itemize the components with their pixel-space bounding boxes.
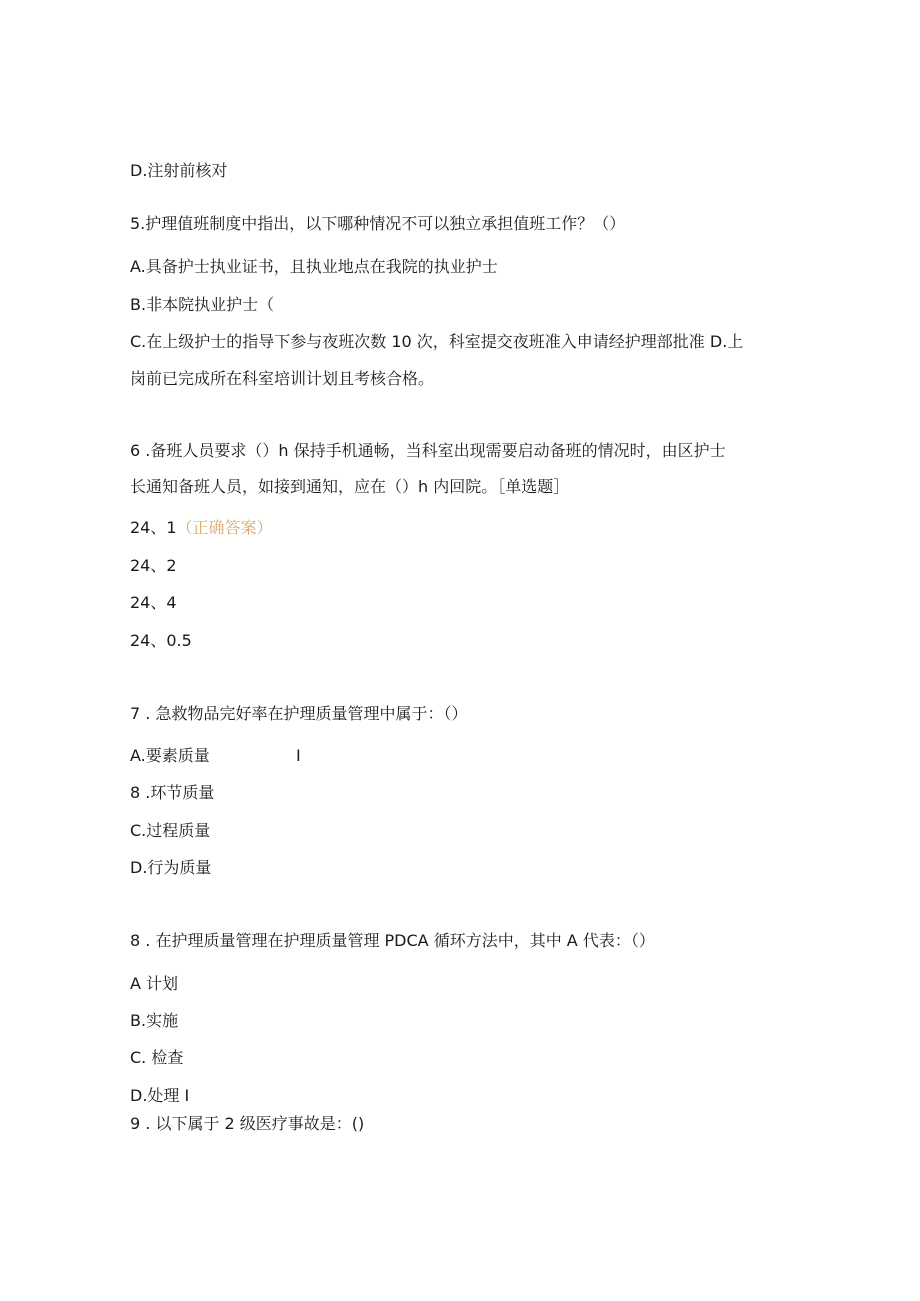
q5-question: 5.护理值班制度中指出，以下哪种情况不可以独立承担值班工作？（） [130,214,626,233]
q8-option-a: A 计划 [130,974,179,993]
q8-option-d: D.处理 I [130,1086,190,1105]
q4-option-d: D.注射前核对 [130,161,228,180]
q8-question: 8 . 在护理质量管理在护理质量管理 PDCA 循环方法中，其中 A 代表：（） [130,931,655,950]
q5-option-a: A.具备护士执业证书，且执业地点在我院的执业护士 [130,257,498,276]
q6-question-line1: 6 .备班人员要求（）h 保持手机通畅，当科室出现需要启动备班的情况时，由区护士 [130,441,726,460]
q8-option-c: C. 检查 [130,1048,184,1067]
q6-question-line2: 长通知备班人员，如接到通知，应在（）h 内回院。［单选题］ [130,477,570,496]
q7-option-a: A.要素质量 [130,746,210,765]
q6-option-3: 24、4 [130,593,177,612]
q7-stray-mark: I [296,746,301,765]
q7-option-d: D.行为质量 [130,858,212,877]
q8-option-b: B.实施 [130,1011,179,1030]
q6-option-2: 24、2 [130,556,177,575]
correct-answer-note: （正确答案） [176,518,273,537]
q7-option-b: 8 .环节质量 [130,783,215,802]
q6-option-1 [130,518,273,538]
q5-option-c-line2: 岗前已完成所在科室培训计划且考核合格。 [130,369,435,388]
q7-option-c: C.过程质量 [130,821,211,840]
q6-option-1-text: 24、1 [130,518,177,537]
q6-option-4: 24、0.5 [130,631,192,650]
q7-question: 7 . 急救物品完好率在护理质量管理中属于：（） [130,704,468,723]
q5-option-b: B.非本院执业护士（ [130,295,275,314]
q9-question: 9 . 以下属于 2 级医疗事故是：() [130,1114,365,1133]
q5-option-c-line1: C.在上级护士的指导下参与夜班次数 10 次，科室提交夜班准入申请经护理部批准 D.上 [130,332,744,351]
